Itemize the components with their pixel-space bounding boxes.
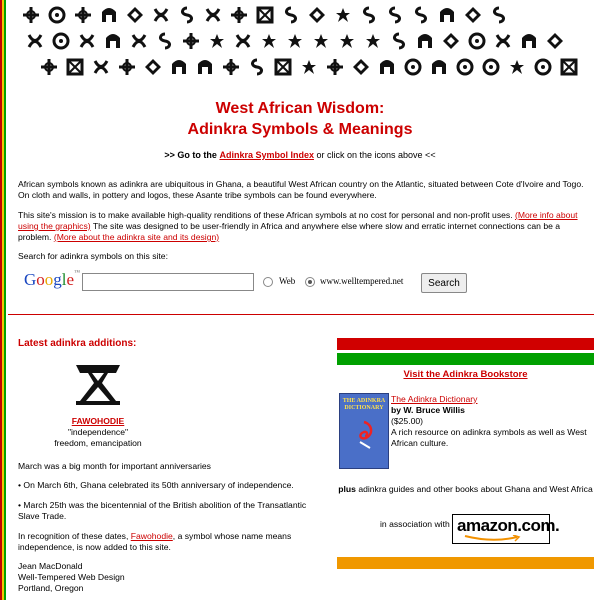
fish-icon[interactable] — [48, 6, 66, 24]
moon-star-icon[interactable] — [312, 32, 330, 50]
cross-circle-icon[interactable] — [520, 32, 538, 50]
title-line: West African Wisdom: — [215, 100, 385, 117]
logo-letter: o — [36, 270, 45, 289]
search-button[interactable]: Search — [421, 273, 467, 293]
intro-paragraph: African symbols known as adinkra are ubiquitous in Ghana, a beautiful West African country on the Atlantic, situated between Cote d'Ivoire and Togo. On cloth and walls, in pottery and logos, these Asante tribe symbols can be found everywhere. — [18, 179, 584, 200]
star8-icon[interactable] — [352, 58, 370, 76]
logo-letter: e — [66, 270, 75, 289]
search-prompt: Search for adinkra symbols on this site: — [18, 251, 168, 261]
bird-icon[interactable] — [300, 58, 318, 76]
book-cover-emblem-icon — [350, 420, 378, 450]
google-logo — [24, 270, 80, 290]
house-icon[interactable] — [78, 32, 96, 50]
recognition-text: , a symbol whose name means independence, is now added to this site. — [18, 531, 292, 552]
knot-corner-icon[interactable] — [26, 32, 44, 50]
featured-meaning: freedom, emancipation — [54, 438, 142, 448]
web-radio-label: Web — [279, 276, 296, 286]
square-knot-icon[interactable] — [326, 58, 344, 76]
star6-icon[interactable] — [494, 32, 512, 50]
crown-icon[interactable] — [126, 6, 144, 24]
seed-icon[interactable] — [178, 6, 196, 24]
book-description: A rich resource on adinkra symbols as well as West African culture. — [391, 427, 587, 448]
logo-letter: ™ — [74, 270, 80, 276]
sankofa-icon[interactable] — [456, 58, 474, 76]
fern-icon[interactable] — [152, 6, 170, 24]
logo-letter: G — [24, 270, 37, 289]
fawohodie-link[interactable]: FAWOHODIE — [71, 416, 125, 426]
cross-square-icon[interactable] — [104, 32, 122, 50]
book-cover-title: THE ADINKRA DICTIONARY — [342, 398, 386, 411]
sword-icon[interactable] — [274, 58, 292, 76]
divider — [8, 314, 594, 315]
icon-row — [26, 28, 600, 54]
circle-cross-icon[interactable] — [286, 32, 304, 50]
ladder2-icon[interactable] — [260, 32, 278, 50]
spiral3-icon[interactable] — [222, 58, 240, 76]
bookstore-heading — [337, 369, 594, 380]
flag-stripe-green — [4, 0, 6, 600]
title-line: Adinkra Symbols & Meanings — [187, 121, 413, 138]
leaf-icon[interactable] — [560, 58, 578, 76]
book-price: ($25.00) — [391, 416, 424, 426]
knot-icon[interactable] — [100, 6, 118, 24]
shield-icon[interactable] — [464, 6, 482, 24]
cross-loop-icon[interactable] — [182, 32, 200, 50]
fawohodie-inline-link[interactable]: Fawohodie — [130, 531, 173, 541]
logo-letter: g — [53, 270, 62, 289]
fawohodie-icon[interactable] — [72, 363, 124, 407]
symbol-index-link[interactable]: Adinkra Symbol Index — [219, 150, 314, 160]
site-design-link[interactable]: (More about the adinkra site and its design) — [53, 232, 220, 242]
book-cover-image[interactable] — [339, 393, 389, 469]
moon-icon[interactable] — [468, 32, 486, 50]
signature-name: Jean MacDonald — [18, 561, 83, 571]
spiral2-icon[interactable] — [130, 32, 148, 50]
recognition-paragraph — [18, 531, 308, 553]
flag-bar-orange — [337, 557, 594, 569]
crown2-icon[interactable] — [248, 58, 266, 76]
mission-text: The site was designed to be user-friendly in Africa and anywhere else where slow and erratic internet connections can be a problem. — [18, 221, 561, 242]
symbol-icon-grid — [20, 2, 600, 80]
bullet-item: • On March 6th, Ghana celebrated its 50th anniversary of independence. — [18, 480, 294, 490]
book-details — [391, 394, 591, 449]
drum2-icon[interactable] — [144, 58, 162, 76]
scissors-icon[interactable] — [416, 32, 434, 50]
drum-icon[interactable] — [40, 58, 58, 76]
mission-paragraph — [18, 210, 588, 243]
spiral-icon[interactable] — [74, 6, 92, 24]
logo-letter: o — [44, 270, 54, 289]
book-title-link[interactable]: The Adinkra Dictionary — [391, 394, 478, 404]
signature — [18, 561, 308, 594]
book-author: by W. Bruce Willis — [391, 405, 465, 415]
goto-line — [0, 150, 600, 160]
recognition-text: In recognition of these dates, — [18, 531, 129, 541]
nsoromma-icon[interactable] — [308, 6, 326, 24]
bullet-item: • March 25th was the bicentennial of the British abolition of the Transatlantic Slave Trade. — [18, 500, 307, 521]
latest-heading: Latest adinkra additions: — [18, 338, 137, 349]
signature-city: Portland, Oregon — [18, 583, 84, 593]
more-books-desc: adinkra guides and other books about Ghana and West Africa — [358, 484, 593, 494]
dual-icon[interactable] — [508, 58, 526, 76]
square-grid-icon[interactable] — [234, 32, 252, 50]
goto-suffix: or click on the icons above << — [316, 150, 436, 160]
web-radio[interactable] — [263, 277, 273, 287]
site-radio-label: www.welltempered.net — [320, 276, 404, 286]
signature-org: Well-Tempered Web Design — [18, 572, 125, 582]
x-knot-icon[interactable] — [338, 32, 356, 50]
mission-text: This site's mission is to make available high-quality renditions of these African symbols at no cost for personal and non-profit uses. — [18, 210, 513, 220]
page-title — [0, 98, 600, 140]
ram-horn-icon[interactable] — [490, 6, 508, 24]
icon-row — [40, 54, 600, 80]
amazon-smile-icon — [463, 535, 523, 542]
target-icon[interactable] — [378, 58, 396, 76]
lattice2-icon[interactable] — [430, 58, 448, 76]
flag-bar-green — [337, 353, 594, 365]
crossed-swords-icon[interactable] — [534, 58, 552, 76]
frame-icon[interactable] — [546, 32, 564, 50]
star-knot-icon[interactable] — [412, 6, 430, 24]
icon-row — [22, 2, 600, 28]
featured-symbol-name — [0, 416, 196, 426]
sunburst-icon[interactable] — [282, 6, 300, 24]
star-icon[interactable] — [230, 6, 248, 24]
snowflake-icon[interactable] — [442, 32, 460, 50]
lattice-icon[interactable] — [156, 32, 174, 50]
featured-translation: "independence" — [67, 427, 129, 437]
more-books-text — [337, 484, 594, 495]
search-input[interactable] — [82, 273, 254, 291]
logo-letter: l — [61, 270, 67, 289]
amazon-logo[interactable] — [452, 514, 560, 544]
flag-bar-red — [337, 338, 594, 350]
seal-icon[interactable] — [482, 58, 500, 76]
chain-icon[interactable] — [208, 32, 226, 50]
eye-icon[interactable] — [196, 58, 214, 76]
graphics-info-link[interactable]: (More info about using the graphics) — [18, 210, 578, 231]
horn-icon[interactable] — [52, 32, 70, 50]
dots-icon[interactable] — [390, 32, 408, 50]
fern4-icon[interactable] — [404, 58, 422, 76]
bookstore-link[interactable]: Visit the Adinkra Bookstore — [403, 369, 528, 380]
pot-icon[interactable] — [364, 32, 382, 50]
dual-crocodile-icon[interactable] — [334, 6, 352, 24]
ladder-icon[interactable] — [204, 6, 222, 24]
jaw-icon[interactable] — [118, 58, 136, 76]
plus-label: plus — [338, 484, 356, 494]
diamond-icon[interactable] — [360, 6, 378, 24]
amazon-logo-text: amazon.com. — [457, 516, 560, 535]
heart2-icon[interactable] — [170, 58, 188, 76]
association-text: in association with — [380, 519, 450, 529]
fern3-icon[interactable] — [66, 58, 84, 76]
fern2-icon[interactable] — [256, 6, 274, 24]
heart-icon[interactable] — [438, 6, 456, 24]
site-radio[interactable] — [305, 277, 315, 287]
double-spiral-icon[interactable] — [92, 58, 110, 76]
spiral-heart-icon[interactable] — [22, 6, 40, 24]
goto-prefix: >> Go to the — [164, 150, 217, 160]
hand-icon[interactable] — [386, 6, 404, 24]
march-intro: March was a big month for important anniversaries — [18, 461, 211, 471]
